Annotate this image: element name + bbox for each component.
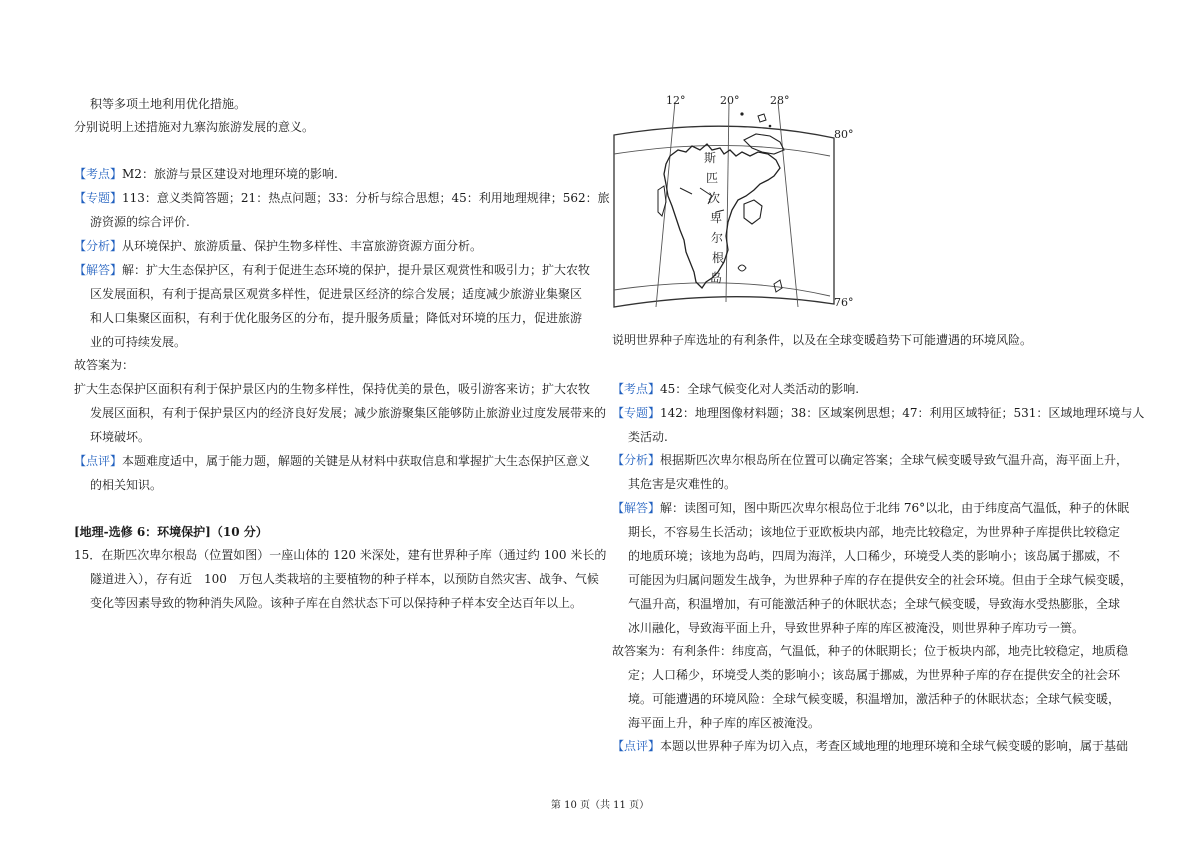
text-line: 变化等因素导致的物种消失风险。该种子库在自然状态下可以保持种子样本安全达百年以上。	[90, 596, 583, 610]
islet	[769, 125, 772, 128]
dianping-text: 本题难度适中，属于能力题，解题的关键是从材料中获取信息和掌握扩大生态保护区意义	[122, 454, 591, 468]
text-line: 发展区面积，有利于保护景区内的经济良好发展；减少旅游聚集区能够防止旅游业过度发展带来的	[90, 406, 607, 420]
jieda-line	[612, 500, 1129, 516]
answer-line: 故答案为：有利条件：纬度高，气温低，种子的休眠期长；位于板块内部，地壳比较稳定，地质稳	[612, 644, 1129, 658]
text-line: 业的可持续发展。	[90, 335, 187, 349]
page-footer: 第 10 页（共 11 页）	[550, 800, 650, 811]
text-line: 隧道进入），存有近 100 万包人类栽培的主要植物的种子样本，以预防自然灾害、战争、气候	[90, 572, 599, 586]
text-line: 类活动.	[628, 430, 668, 444]
island-label-char: 尔	[711, 231, 724, 245]
fenxi-tag: 【分析】	[74, 239, 123, 253]
island-label-char: 卑	[710, 211, 723, 225]
fenxi-line	[74, 238, 482, 254]
kaodian-tag: 【考点】	[74, 167, 123, 181]
jieda-tag: 【解答】	[74, 263, 123, 277]
zhuanti-tag: 【专题】	[74, 191, 123, 205]
fenxi-text: 从环境保护、旅游质量、保护生物多样性、丰富旅游资源方面分析。	[122, 239, 483, 253]
fenxi-tag: 【分析】	[612, 453, 661, 467]
island-label-char: 次	[708, 191, 721, 205]
lat-label-76: 76°	[834, 296, 854, 309]
dianping-line	[612, 738, 1128, 754]
text-line: 其危害是灾难性的。	[628, 477, 737, 491]
kaodian-text: M2：旅游与景区建设对地理环境的影响.	[122, 167, 338, 181]
jieda-text: 解：读图可知，图中斯匹次卑尔根岛位于北纬 76°以北，由于纬度高气温低，种子的休眠	[660, 501, 1130, 515]
island-label-char: 匹	[706, 171, 719, 185]
text-line: 游资源的综合评价.	[90, 215, 190, 229]
lon-label-12: 12°	[666, 94, 686, 107]
question-15-line: 15．在斯匹次卑尔根岛（位置如图）一座山体的 120 米深处，建有世界种子库（通过约 100 米长的	[74, 548, 607, 562]
answer-head: 故答案为：	[74, 358, 135, 372]
islet	[738, 265, 746, 271]
jieda-line	[74, 262, 590, 278]
lon-label-28: 28°	[770, 94, 790, 107]
text-line: 海平面上升，种子库的库区被淹没。	[628, 716, 821, 730]
lon-label-20: 20°	[720, 94, 740, 107]
text-line: 的地质环境；该地为岛屿，四周为海洋，人口稀少，环境受人类的影响小；该岛属于挪威，不	[628, 549, 1121, 563]
jieda-tag: 【解答】	[612, 501, 661, 515]
text-line: 期长，不容易生长活动；该地位于亚欧板块内部，地壳比较稳定，为世界种子库提供比较稳定	[628, 525, 1121, 539]
islet	[758, 114, 766, 122]
islet	[774, 280, 782, 292]
meridian-20	[726, 102, 729, 302]
zhuanti-tag: 【专题】	[612, 406, 661, 420]
zhuanti-line	[612, 405, 1144, 421]
dianping-tag: 【点评】	[612, 739, 661, 753]
dianping-line	[74, 453, 590, 469]
dianping-text: 本题以世界种子库为切入点，考查区域地理的地理环境和全球气候变暖的影响，属于基础	[660, 739, 1129, 753]
text-line: 可能因为归属问题发生战争，为世界种子库的存在提供安全的社会环境。但由于全球气候变暖，	[628, 573, 1133, 587]
meridian-28	[778, 102, 798, 307]
island-label-char: 岛	[710, 271, 723, 285]
text-line: 的相关知识。	[90, 478, 163, 492]
zhuanti-line	[74, 190, 610, 206]
island-label-char: 根	[712, 251, 725, 265]
lat-label-80: 80°	[834, 128, 854, 141]
text-line: 环境破坏。	[90, 430, 151, 444]
jieda-text: 解：扩大生态保护区，有利于促进生态环境的保护，提升景区观赏性和吸引力；扩大农牧	[122, 263, 591, 277]
text-line: 气温升高，积温增加，有可能激活种子的休眠状态；全球气候变暖，导致海水受热膨胀，全球	[628, 597, 1121, 611]
text-line: 冰川融化，导致海平面上升，导致世界种子库的库区被淹没，则世界种子库功亏一篑。	[628, 621, 1085, 635]
kaodian-tag: 【考点】	[612, 382, 661, 396]
text-line: 定；人口稀少，环境受人类的影响小；该岛属于挪威，为世界种子库的存在提供安全的社会环	[628, 668, 1121, 682]
island-label-char: 斯	[704, 151, 717, 165]
question-text: 说明世界种子库选址的有利条件，以及在全球变暖趋势下可能遭遇的环境风险。	[612, 333, 1033, 347]
fjord-line	[680, 188, 692, 194]
kaodian-text: 45：全球气候变化对人类活动的影响.	[660, 382, 860, 396]
fenxi-line	[612, 452, 1128, 468]
text-line: 和人口集聚区面积，有利于优化服务区的分布，提升服务质量；降低对环境的压力，促进旅游	[90, 311, 583, 325]
section-title: [地理-选修 6：环境保护]（10 分）	[74, 525, 268, 539]
zhuanti-text: 142：地理图像材料题；38：区域案例思想；47：利用区域特征；531：区域地理环境与人	[660, 406, 1145, 420]
text-line: 境。可能遭遇的环境风险：全球气候变暖，积温增加，激活种子的休眠状态；全球气候变暖，	[628, 692, 1121, 706]
kaodian-line	[74, 166, 338, 182]
edgeoya-island	[744, 200, 762, 224]
fenxi-text: 根据斯匹次卑尔根岛所在位置可以确定答案；全球气候变暖导致气温升高，海平面上升，	[660, 453, 1129, 467]
text-line: 积等多项土地利用优化措施。	[90, 97, 247, 111]
dianping-tag: 【点评】	[74, 454, 123, 468]
svalbard-map	[612, 92, 858, 324]
text-line: 扩大生态保护区面积有利于保护景区内的生物多样性，保持优美的景色，吸引游客来访；扩大农牧	[74, 382, 591, 396]
nordaustlandet-island	[744, 134, 784, 154]
text-line: 分别说明上述措施对九寨沟旅游发展的意义。	[74, 120, 315, 134]
kaodian-line	[612, 381, 859, 397]
text-line: 区发展面积，有利于提高景区观赏多样性，促进景区经济的综合发展；适度减少旅游业集聚区	[90, 287, 583, 301]
zhuanti-text: 113：意义类简答题；21：热点问题；33：分析与综合思想；45：利用地理规律；562：旅	[122, 191, 610, 205]
islet	[740, 112, 743, 115]
